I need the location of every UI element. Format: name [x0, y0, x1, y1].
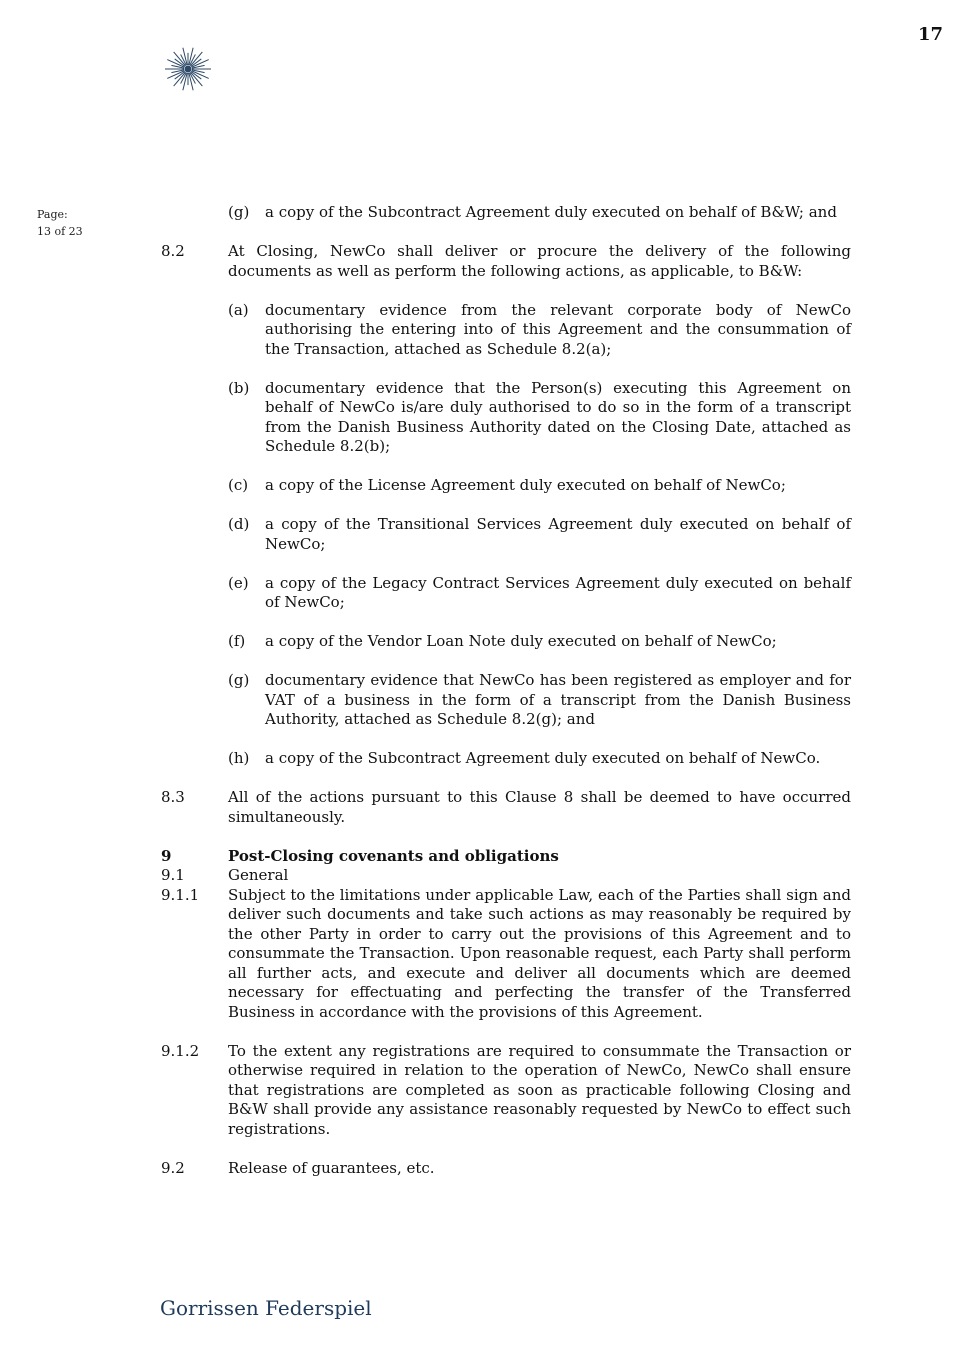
item-text: a copy of the Transitional Services Agreement duly executed on behalf of NewCo; [265, 515, 851, 553]
item-label: (c) [228, 476, 249, 494]
list-item [228, 632, 851, 652]
page-number: 17 [917, 24, 943, 45]
item-text: a copy of the Subcontract Agreement duly executed on behalf of NewCo. [265, 749, 821, 767]
item-label: (g) [228, 671, 250, 689]
item-label: (f) [228, 632, 246, 650]
list-item [228, 574, 851, 613]
clause-number: 9.1.1 [161, 885, 200, 904]
item-label: (d) [228, 515, 250, 533]
item-text: a copy of the License Agreement duly executed on behalf of NewCo; [265, 476, 786, 494]
clause-title: Post-Closing covenants and obligations [228, 846, 559, 865]
clause-9-2-heading [161, 1159, 851, 1179]
clause-text: To the extent any registrations are required to consummate the Transaction or otherwise required in relation to the operation of NewCo, NewCo shall ensure that registrations are completed as soon as practicable following Closing and B&W shall provide any assistance reasonably requested by NewCo to effect such registrations. [228, 1041, 851, 1138]
list-item [228, 515, 851, 554]
item-text: documentary evidence from the relevant corporate body of NewCo authorising the entering into of this Agreement and the consummation of the Transaction, attached as Schedule 8.2(a); [265, 300, 851, 358]
item-text: documentary evidence that NewCo has been registered as employer and for VAT of a business in the form of a transcript from the Danish Business Authority, attached as Schedule 8.2(g); and [265, 671, 851, 728]
clause-text: All of the actions pursuant to this Clause 8 shall be deemed to have occurred simultaneously. [228, 788, 851, 826]
sunburst-logo-icon [158, 44, 218, 94]
clause-8-1-g [228, 203, 851, 223]
clause-number: 9.2 [161, 1158, 185, 1177]
clause-9-1-heading [161, 866, 851, 886]
clause-title: General [228, 866, 289, 884]
page-label: Page: [37, 208, 68, 221]
item-text: a copy of the Subcontract Agreement duly executed on behalf of B&W; and [265, 203, 837, 221]
page-info [37, 206, 83, 240]
document-body [161, 203, 851, 1178]
item-label: (b) [228, 378, 250, 397]
item-text: a copy of the Legacy Contract Services Agreement duly executed on behalf of NewCo; [265, 573, 851, 611]
item-text: a copy of the Vendor Loan Note duly executed on behalf of NewCo; [265, 632, 777, 650]
clause-8-3 [161, 788, 851, 827]
list-item [228, 379, 851, 457]
clause-8-2 [161, 242, 851, 281]
clause-9-1-2 [161, 1042, 851, 1140]
clause-number: 9.1 [161, 866, 185, 884]
clause-number: 8.2 [161, 242, 185, 260]
page-count: 13 of 23 [37, 225, 83, 238]
item-label: (g) [228, 203, 250, 221]
footer-firm-name: Gorrissen Federspiel [160, 1296, 372, 1320]
item-text: documentary evidence that the Person(s) executing this Agreement on behalf of NewCo is/are duly authorised to do so in the form of a transcript from the Danish Business Authority dated on the Closing Date, attached as Schedule 8.2(b); [265, 378, 851, 455]
clause-text: Subject to the limitations under applicable Law, each of the Parties shall sign and deliver such documents and take such actions as may reasonably be required by the other Party in order to carry out the provisions of this Agreement and to consummate the Transaction. Upon reasonable request, each Party shall perform all further acts, and execute and deliver all documents which are deemed necessary for effectuating and perfecting the transfer of the Transferred Business in accordance with the provisions of this Agreement. [228, 885, 851, 1021]
clause-number: 9 [161, 846, 172, 865]
clause-title: Release of guarantees, etc. [228, 1158, 435, 1177]
list-item [228, 671, 851, 730]
item-label: (h) [228, 749, 250, 767]
clause-9-1-1 [161, 886, 851, 1023]
item-label: (a) [228, 300, 249, 319]
list-item [228, 749, 851, 769]
clause-text: At Closing, NewCo shall deliver or procure the delivery of the following documents as well as perform the following actions, as applicable, to B&W: [228, 242, 851, 280]
item-label: (e) [228, 573, 249, 592]
clause-number: 8.3 [161, 788, 185, 806]
list-item [228, 476, 851, 496]
list-item [228, 301, 851, 360]
clause-number: 9.1.2 [161, 1041, 200, 1060]
clause-9-heading [161, 847, 851, 867]
